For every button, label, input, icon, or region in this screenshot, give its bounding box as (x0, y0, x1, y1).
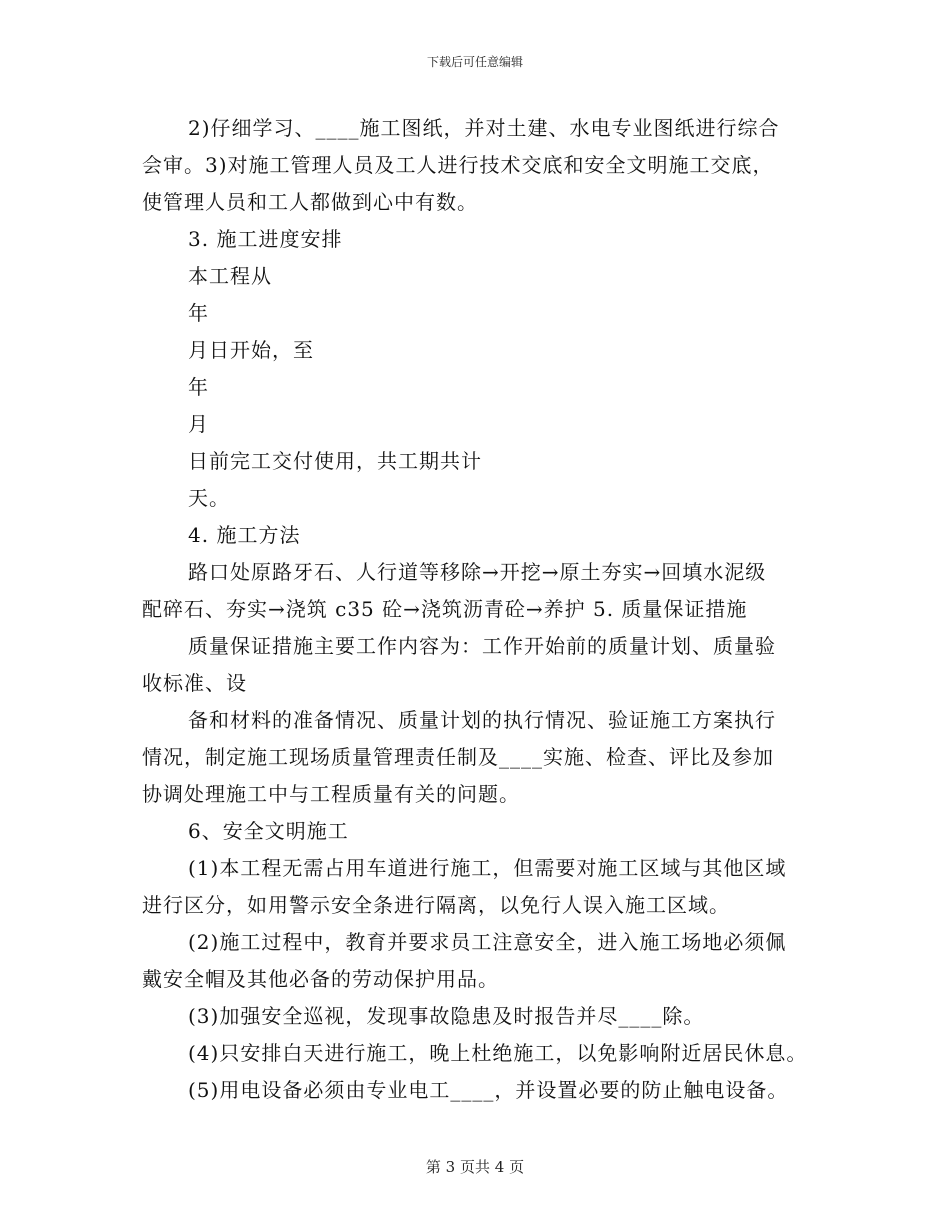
text-line: 年 (188, 301, 209, 325)
text-line: 2)仔细学习、____施工图纸，并对土建、水电专业图纸进行综合 (188, 116, 780, 140)
text-line: 本工程从 (188, 264, 272, 288)
text-line: 天。 (188, 486, 230, 510)
text-line: 协调处理施工中与工程质量有关的问题。 (142, 782, 520, 806)
text-line: 进行区分，如用警示安全条进行隔离，以免行人误入施工区域。 (142, 893, 730, 917)
text-line: 日前完工交付使用，共工期共计 (188, 449, 482, 473)
text-line: (5)用电设备必须由专业电工____，并设置必要的防止触电设备。 (188, 1078, 789, 1102)
text-line: 月日开始，至 (188, 338, 314, 362)
text-line: 配碎石、夯实→浇筑 c35 砼→浇筑沥青砼→养护 5. 质量保证措施 (142, 597, 748, 621)
text-line: 收标准、设 (142, 671, 247, 695)
text-line: 月 (188, 412, 209, 436)
text-line: 戴安全帽及其他必备的劳动保护用品。 (142, 967, 499, 991)
section-heading: 3. 施工进度安排 (188, 227, 343, 251)
text-line: (1)本工程无需占用车道进行施工，但需要对施工区域与其他区域 (188, 856, 787, 880)
text-line: 路口处原路牙石、人行道等移除→开挖→原土夯实→回填水泥级 (188, 560, 767, 584)
text-line: 备和材料的准备情况、质量计划的执行情况、验证施工方案执行 (188, 708, 776, 732)
text-line: (2)施工过程中，教育并要求员工注意安全，进入施工场地必须佩 (188, 930, 787, 954)
section-heading: 4. 施工方法 (188, 523, 301, 547)
text-line: 会审。3)对施工管理人员及工人进行技术交底和安全文明施工交底， (142, 153, 774, 177)
page-header-note: 下载后可任意编辑 (426, 55, 523, 69)
page-number-footer: 第 3 页共 4 页 (425, 1158, 525, 1176)
text-line: (3)加强安全巡视，发现事故隐患及时报告并尽____除。 (188, 1004, 705, 1028)
text-line: 年 (188, 375, 209, 399)
section-heading: 6、安全文明施工 (188, 819, 349, 843)
document-body (142, 110, 812, 1109)
text-line: (4)只安排白天进行施工，晚上杜绝施工，以免影响附近居民休息。 (188, 1041, 808, 1065)
text-line: 情况，制定施工现场质量管理责任制及____实施、检查、评比及参加 (142, 745, 774, 769)
text-line: 质量保证措施主要工作内容为：工作开始前的质量计划、质量验 (188, 634, 776, 658)
text-line: 使管理人员和工人都做到心中有数。 (142, 190, 478, 214)
